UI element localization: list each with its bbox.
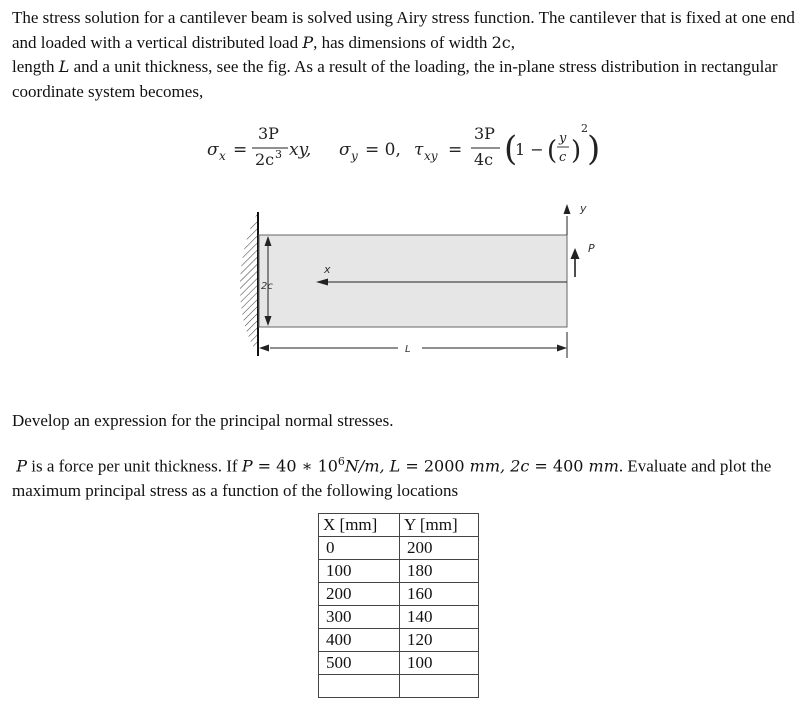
cell-x: 0 [319, 537, 400, 560]
sigma-y-subscript: y [351, 149, 358, 163]
cantilever-figure [210, 198, 610, 368]
cell-x: 200 [319, 583, 400, 606]
sigma-x-numerator: 3P [258, 124, 279, 143]
cell-x: 500 [319, 652, 400, 675]
table-row-empty [319, 675, 479, 698]
locations-table [318, 513, 479, 698]
cell-y: 140 [400, 606, 479, 629]
tau-one-minus: 1 − [515, 140, 544, 159]
sigma-y-symbol: σ [339, 140, 351, 160]
cell-y: 200 [400, 537, 479, 560]
sigma-x-symbol: σ [207, 140, 219, 160]
tau-denominator: 4c [474, 150, 494, 169]
cell-y [400, 675, 479, 698]
svg-text:(: ( [547, 136, 558, 166]
p-symbol: P [16, 456, 28, 476]
table-row [319, 537, 479, 560]
intro-text-4: length [12, 57, 59, 77]
given-2c-value: = 400 [529, 456, 589, 476]
cell-x [319, 675, 400, 698]
table-row [319, 583, 479, 606]
table-row [319, 560, 479, 583]
svg-text:=: = [448, 140, 463, 160]
given-unit-mm: mm [588, 456, 619, 476]
wall-hatch [240, 212, 258, 348]
given-L-value: = 2000 [400, 456, 470, 476]
tau-exponent: 2 [581, 122, 588, 135]
header-y: Y [mm] [400, 514, 479, 537]
beam [259, 235, 567, 327]
question-text: Develop an expression for the principal normal stresses. [12, 411, 394, 430]
intro-text-3: , [510, 32, 515, 52]
given-exponent: 6 [337, 455, 345, 468]
svg-text:=: = [233, 140, 248, 160]
cell-x: 100 [319, 560, 400, 583]
width-label: 2c [261, 281, 273, 292]
tau-numerator: 3P [474, 124, 495, 143]
tau-y: y [559, 131, 567, 146]
load-label: P [588, 242, 595, 255]
cell-y: 160 [400, 583, 479, 606]
sigma-x-denominator: 2c [255, 150, 275, 169]
sigma-x-den-exponent: 3 [275, 148, 282, 161]
given-p: P [241, 456, 253, 476]
table-row [319, 652, 479, 675]
sigma-x-tail: xy, [289, 140, 312, 160]
given-text-1: is a force per unit thickness. If [27, 456, 242, 476]
stress-equations [195, 112, 615, 182]
cell-x: 300 [319, 606, 400, 629]
svg-text:): ) [571, 136, 582, 166]
cell-y: 120 [400, 629, 479, 652]
y-label: y [580, 202, 587, 215]
given-p-value: = 40 ∗ 10 [252, 456, 338, 476]
given-unit-2c: mm, 2c [469, 456, 530, 476]
table-row [319, 629, 479, 652]
table-header-row [319, 514, 479, 537]
given-paragraph [12, 450, 802, 504]
intro-text-1: The stress solution for a cantilever beam is solved using Airy stress function. The cantilever that is fixed at one end and loaded with a vertical distributed load [12, 8, 795, 52]
intro-text-5: and a unit thickness, see the fig. As a result of the loading, the in-plane stress distribution in rectangular coordinate system becomes, [12, 57, 778, 102]
given-text-end: . Evaluate and plot the maximum principal stress as a function of the following locations [12, 456, 772, 501]
width-symbol: 2c [491, 32, 511, 52]
intro-paragraph [12, 6, 802, 105]
length-symbol: L [58, 57, 70, 77]
x-label: x [324, 263, 331, 276]
tau-subscript: xy [424, 149, 438, 163]
given-unit-L: N/m, L [344, 456, 401, 476]
intro-text-2: , has dimensions of width [313, 32, 492, 52]
table-row [319, 606, 479, 629]
tau-c: c [559, 150, 567, 165]
header-x: X [mm] [319, 514, 400, 537]
cell-x: 400 [319, 629, 400, 652]
svg-text:): ) [587, 129, 601, 169]
sigma-x-subscript: x [219, 149, 226, 163]
cell-y: 100 [400, 652, 479, 675]
load-symbol: P [302, 32, 314, 52]
length-label: L [405, 344, 411, 355]
cell-y: 180 [400, 560, 479, 583]
sigma-y-value: = 0, [365, 140, 401, 160]
svg-text:(: ( [504, 129, 518, 169]
tau-symbol: τ [414, 140, 424, 160]
